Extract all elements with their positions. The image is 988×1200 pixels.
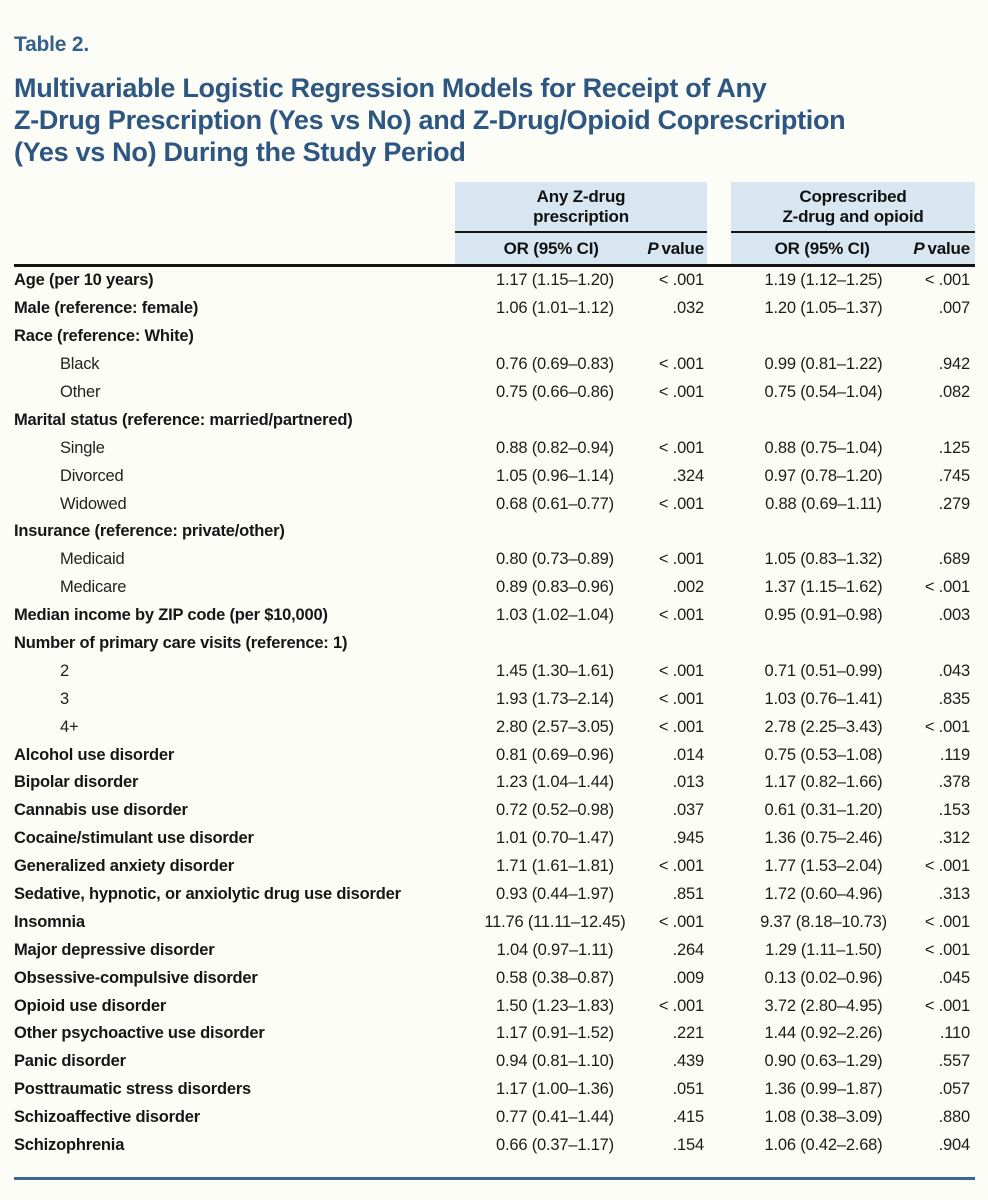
row-label: Cocaine/stimulant use disorder <box>14 829 254 848</box>
table-title-line-2: Z-Drug Prescription (Yes vs No) and Z-Drug/Opioid Coprescription <box>14 105 846 135</box>
p-value-header: P value <box>913 238 970 258</box>
table-row <box>14 797 975 825</box>
table-row <box>14 267 975 295</box>
p-value-coprescribed: .880 <box>938 1108 970 1127</box>
or-ci-any-zdrug: 1.05 (0.96–1.14) <box>496 466 614 485</box>
p-value-any-zdrug: .051 <box>672 1080 704 1099</box>
subheader-coprescribed <box>731 233 975 264</box>
row-label: Insurance (reference: private/other) <box>14 522 285 541</box>
row-label: Other psychoactive use disorder <box>14 1024 265 1043</box>
p-value-any-zdrug: .851 <box>672 885 704 904</box>
row-label: Obsessive-compulsive disorder <box>14 968 258 987</box>
p-value-any-zdrug: .439 <box>672 1052 704 1071</box>
p-value-coprescribed: .689 <box>938 550 970 569</box>
table-row <box>14 406 975 434</box>
row-label: Cannabis use disorder <box>14 801 188 820</box>
p-value-any-zdrug: < .001 <box>658 494 704 513</box>
p-value-coprescribed: < .001 <box>924 940 970 959</box>
or-ci-coprescribed: 0.75 (0.53–1.08) <box>764 745 883 764</box>
or-ci-coprescribed: 0.97 (0.78–1.20) <box>764 466 883 485</box>
p-value-coprescribed: < .001 <box>924 857 970 876</box>
or-ci-any-zdrug: 0.93 (0.44–1.97) <box>496 885 614 904</box>
or-ci-coprescribed: 1.20 (1.05–1.37) <box>764 299 883 318</box>
p-value-any-zdrug: .264 <box>672 940 704 959</box>
or-ci-any-zdrug: 1.04 (0.97–1.11) <box>496 940 614 959</box>
p-value-any-zdrug: .014 <box>672 745 704 764</box>
p-value-any-zdrug: .945 <box>672 829 704 848</box>
table-row <box>14 630 975 658</box>
table-row <box>14 574 975 602</box>
table-row <box>14 657 975 685</box>
row-label: Divorced <box>60 466 124 485</box>
p-value-any-zdrug: < .001 <box>658 996 704 1015</box>
or-ci-any-zdrug: 1.17 (1.00–1.36) <box>496 1080 614 1099</box>
row-label: Race (reference: White) <box>14 327 194 346</box>
row-label: Age (per 10 years) <box>14 271 154 290</box>
p-value-coprescribed: .312 <box>938 829 970 848</box>
or-ci-any-zdrug: 0.72 (0.52–0.98) <box>496 801 614 820</box>
p-value-coprescribed: < .001 <box>924 578 970 597</box>
table-row <box>14 881 975 909</box>
or-ci-any-zdrug: 0.89 (0.83–0.96) <box>496 578 614 597</box>
p-value-any-zdrug: < .001 <box>658 661 704 680</box>
p-value-any-zdrug: .154 <box>672 1136 704 1155</box>
or-ci-coprescribed: 2.78 (2.25–3.43) <box>764 717 883 736</box>
p-value-coprescribed: .904 <box>938 1136 970 1155</box>
table-number: Table 2. <box>14 33 90 56</box>
table-row <box>14 1076 975 1104</box>
table-row <box>14 741 975 769</box>
table-row <box>14 1132 975 1160</box>
or-ci-coprescribed: 1.19 (1.12–1.25) <box>764 271 883 290</box>
or-ci-coprescribed: 9.37 (8.18–10.73) <box>760 912 887 931</box>
p-value-coprescribed: .110 <box>939 1024 970 1043</box>
or-ci-any-zdrug: 1.06 (1.01–1.12) <box>496 299 614 318</box>
table-row <box>14 1020 975 1048</box>
p-value-coprescribed: .942 <box>938 355 970 374</box>
or-ci-coprescribed: 1.44 (0.92–2.26) <box>764 1024 883 1043</box>
table-row <box>14 295 975 323</box>
row-label: Schizophrenia <box>14 1136 125 1155</box>
p-value-coprescribed: .557 <box>938 1052 970 1071</box>
or-ci-coprescribed: 0.75 (0.54–1.04) <box>764 383 883 401</box>
or-ci-coprescribed: 1.37 (1.15–1.62) <box>764 578 883 597</box>
p-value-any-zdrug: < .001 <box>658 438 704 457</box>
p-value-any-zdrug: .415 <box>672 1108 704 1127</box>
p-value-any-zdrug: .324 <box>672 466 704 485</box>
group-title-any-zdrug: Any Z-drug prescription <box>455 182 707 233</box>
table-row <box>14 992 975 1020</box>
table-title-line-1: Multivariable Logistic Regression Models for Receipt of Any <box>14 73 767 103</box>
p-value-any-zdrug: < .001 <box>658 271 704 290</box>
or-ci-coprescribed: 0.90 (0.63–1.29) <box>764 1052 883 1071</box>
column-group-coprescribed <box>731 182 975 264</box>
or-ci-coprescribed: 0.88 (0.75–1.04) <box>764 438 883 457</box>
or-ci-any-zdrug: 1.17 (0.91–1.52) <box>496 1024 614 1043</box>
or-ci-any-zdrug: 0.66 (0.37–1.17) <box>496 1136 614 1155</box>
table-title <box>14 72 975 168</box>
row-label: Male (reference: female) <box>14 299 199 318</box>
p-value-coprescribed: .007 <box>938 299 970 318</box>
group-title-coprescribed: Coprescribed Z-drug and opioid <box>731 182 975 233</box>
p-value-any-zdrug: .221 <box>672 1024 704 1043</box>
p-value-any-zdrug: < .001 <box>658 717 704 736</box>
row-label: Insomnia <box>14 912 85 931</box>
table-row <box>14 546 975 574</box>
row-label: Major depressive disorder <box>14 940 215 959</box>
or-ci-any-zdrug: 1.03 (1.02–1.04) <box>496 606 614 625</box>
or-ci-coprescribed: 1.29 (1.11–1.50) <box>765 940 882 959</box>
or-ci-coprescribed: 0.13 (0.02–0.96) <box>764 968 883 987</box>
p-value-coprescribed: .045 <box>938 968 970 987</box>
column-group-any-zdrug <box>455 182 707 264</box>
row-label: Median income by ZIP code (per $10,000) <box>14 606 328 625</box>
or-ci-coprescribed: 0.95 (0.91–0.98) <box>764 606 883 625</box>
or-ci-coprescribed: 1.77 (1.53–2.04) <box>764 857 883 876</box>
row-label: Number of primary care visits (reference: 1) <box>14 634 348 653</box>
p-value-coprescribed: .745 <box>938 466 970 485</box>
p-value-any-zdrug: < .001 <box>658 550 704 569</box>
table-row <box>14 602 975 630</box>
p-value-coprescribed: .119 <box>939 745 970 764</box>
or-ci-any-zdrug: 11.76 (11.11–12.45) <box>484 912 626 931</box>
p-value-any-zdrug: < .001 <box>658 355 704 374</box>
or-ci-coprescribed: 1.08 (0.38–3.09) <box>764 1108 883 1127</box>
or-ci-any-zdrug: 0.76 (0.69–0.83) <box>496 355 614 374</box>
or-ci-any-zdrug: 0.81 (0.69–0.96) <box>496 745 614 764</box>
row-label: Medicare <box>60 578 127 597</box>
p-value-coprescribed: .003 <box>938 606 970 625</box>
or-ci-any-zdrug: 1.50 (1.23–1.83) <box>496 996 614 1015</box>
row-label: Posttraumatic stress disorders <box>14 1080 252 1099</box>
row-label: Marital status (reference: married/partnered) <box>14 410 353 429</box>
or-ci-any-zdrug: 1.23 (1.04–1.44) <box>496 773 614 792</box>
table-body <box>14 267 975 1160</box>
p-value-any-zdrug: < .001 <box>658 689 704 708</box>
or-ci-any-zdrug: 2.80 (2.57–3.05) <box>496 717 614 736</box>
or-ci-any-zdrug: 1.93 (1.73–2.14) <box>496 689 614 708</box>
subheader-any-zdrug <box>455 233 707 264</box>
table-row <box>14 685 975 713</box>
or-ci-any-zdrug: 0.94 (0.81–1.10) <box>496 1052 614 1071</box>
p-value-any-zdrug: < .001 <box>658 383 704 401</box>
p-value-any-zdrug: .013 <box>672 773 704 792</box>
row-label: Black <box>60 355 100 374</box>
p-value-any-zdrug: .032 <box>672 299 704 318</box>
p-value-header: P value <box>647 238 704 258</box>
p-value-any-zdrug: < .001 <box>658 912 704 931</box>
p-value-coprescribed: < .001 <box>924 271 970 290</box>
or-ci-coprescribed: 1.17 (0.82–1.66) <box>764 773 883 792</box>
row-label: Alcohol use disorder <box>14 745 175 764</box>
table-row <box>14 490 975 518</box>
or-ci-any-zdrug: 1.45 (1.30–1.61) <box>496 661 614 680</box>
table-row <box>14 1048 975 1076</box>
row-label: Widowed <box>60 494 127 513</box>
row-label: Generalized anxiety disorder <box>14 857 234 876</box>
or-ci-header: OR (95% CI) <box>503 238 599 258</box>
p-value-coprescribed: < .001 <box>924 912 970 931</box>
table-bottom-rule <box>14 1177 975 1180</box>
table-title-line-3: (Yes vs No) During the Study Period <box>14 137 466 167</box>
p-value-coprescribed: .043 <box>938 661 970 680</box>
p-value-coprescribed: .279 <box>938 494 970 513</box>
table-row <box>14 936 975 964</box>
row-label: Schizoaffective disorder <box>14 1108 200 1127</box>
table-header <box>14 182 975 264</box>
table-row <box>14 351 975 379</box>
p-value-coprescribed: .313 <box>938 885 970 904</box>
p-value-coprescribed: .125 <box>938 438 970 457</box>
p-value-coprescribed: .835 <box>938 689 970 708</box>
row-label: 2 <box>60 661 69 680</box>
or-ci-any-zdrug: 0.58 (0.38–0.87) <box>496 968 614 987</box>
row-label: 4+ <box>60 717 79 736</box>
table-row <box>14 769 975 797</box>
or-ci-any-zdrug: 1.71 (1.61–1.81) <box>496 857 614 876</box>
or-ci-coprescribed: 1.36 (0.75–2.46) <box>764 829 883 848</box>
table-row <box>14 323 975 351</box>
row-label: Panic disorder <box>14 1052 126 1071</box>
row-label: Opioid use disorder <box>14 996 167 1015</box>
table-row <box>14 713 975 741</box>
or-ci-any-zdrug: 0.88 (0.82–0.94) <box>496 438 614 457</box>
or-ci-coprescribed: 1.72 (0.60–4.96) <box>764 885 883 904</box>
or-ci-coprescribed: 1.06 (0.42–2.68) <box>764 1136 883 1155</box>
or-ci-coprescribed: 0.99 (0.81–1.22) <box>764 355 883 374</box>
or-ci-coprescribed: 1.05 (0.83–1.32) <box>764 550 883 569</box>
p-value-coprescribed: < .001 <box>924 996 970 1015</box>
p-value-coprescribed: .082 <box>938 383 970 401</box>
or-ci-any-zdrug: 1.01 (0.70–1.47) <box>496 829 614 848</box>
table-row <box>14 434 975 462</box>
row-label: Other <box>60 383 101 401</box>
p-value-coprescribed: .057 <box>938 1080 970 1099</box>
p-value-any-zdrug: .009 <box>672 968 704 987</box>
p-value-any-zdrug: .037 <box>672 801 704 820</box>
p-value-any-zdrug: .002 <box>672 578 704 597</box>
table-row <box>14 964 975 992</box>
table-row <box>14 853 975 881</box>
or-ci-coprescribed: 0.88 (0.69–1.11) <box>765 494 882 513</box>
or-ci-any-zdrug: 1.17 (1.15–1.20) <box>496 271 614 290</box>
or-ci-any-zdrug: 0.75 (0.66–0.86) <box>496 383 614 401</box>
or-ci-coprescribed: 3.72 (2.80–4.95) <box>764 996 883 1015</box>
table-row <box>14 462 975 490</box>
row-label: Medicaid <box>60 550 125 569</box>
or-ci-coprescribed: 1.03 (0.76–1.41) <box>764 689 883 708</box>
p-value-coprescribed: .153 <box>938 801 970 820</box>
row-label: Bipolar disorder <box>14 773 139 792</box>
or-ci-coprescribed: 0.61 (0.31–1.20) <box>764 801 883 820</box>
or-ci-any-zdrug: 0.80 (0.73–0.89) <box>496 550 614 569</box>
p-value-coprescribed: .378 <box>938 773 970 792</box>
or-ci-coprescribed: 1.36 (0.99–1.87) <box>764 1080 883 1099</box>
row-label: Single <box>60 438 105 457</box>
table-row <box>14 518 975 546</box>
p-value-coprescribed: < .001 <box>924 717 970 736</box>
or-ci-any-zdrug: 0.77 (0.41–1.44) <box>496 1108 614 1127</box>
table-row <box>14 825 975 853</box>
p-value-any-zdrug: < .001 <box>658 606 704 625</box>
row-label: Sedative, hypnotic, or anxiolytic drug use disorder <box>14 885 401 904</box>
row-label: 3 <box>60 689 69 708</box>
or-ci-header: OR (95% CI) <box>774 238 870 258</box>
p-value-any-zdrug: < .001 <box>658 857 704 876</box>
table-row <box>14 379 975 407</box>
header-column-gap <box>707 182 731 264</box>
header-label-spacer <box>14 182 455 264</box>
table-row <box>14 908 975 936</box>
table-row <box>14 1104 975 1132</box>
or-ci-any-zdrug: 0.68 (0.61–0.77) <box>496 494 614 513</box>
or-ci-coprescribed: 0.71 (0.51–0.99) <box>764 661 883 680</box>
